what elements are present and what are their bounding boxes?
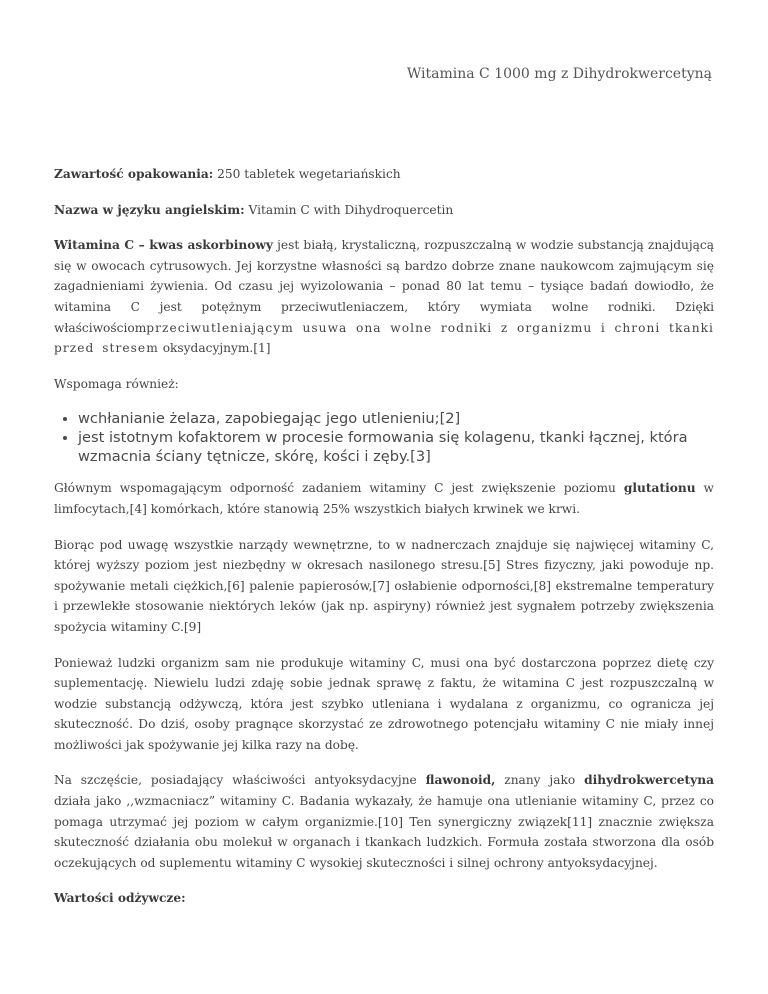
flavonoid-paragraph [54, 770, 714, 873]
glutathione-before: Głównym wspomagającym odporność zadaniem witaminy C jest zwiększenie poziomu [54, 481, 624, 496]
english-name [54, 200, 714, 221]
supports-label: Wspomaga również: [54, 376, 179, 391]
adrenal-paragraph: Biorąc pod uwagę wszystkie narządy wewnętrzne, to w nadnerczach znajduje się najwięcej witaminy C, której wyższy poziom jest niezbędny w okresach nasilonego stresu.[5] Stres fizyczny, jaki powoduje np. spożywanie metali ciężkich,[6] palenie papierosów,[7] osłabienie odporności,[8] ekstremalne temperatury i przewlekłe stosowanie niektórych leków (jak np. aspiryny) również jest sygnałem potrzeby zwiększenia spożycia witaminy C.[9] [54, 537, 714, 634]
package-value: 250 tabletek wegetariańskich [213, 167, 401, 181]
document-body [54, 164, 714, 924]
flavonoid-before: Na szczęście, posiadający właściwości antyoksydacyjne [54, 773, 426, 788]
nutrition-label: Wartości odżywcze: [54, 891, 186, 906]
production-paragraph: Ponieważ ludzki organizm sam nie produkuje witaminy C, musi ona być dostarczona poprzez dietę czy suplementację. Niewielu ludzi zdaję sobie jednak sprawę z faktu, że witamina C jest rozpuszczalną w wodzie substancją odżywczą, która jest szybko utleniana i wydalana z organizmu, co ogranicza jej skuteczność. Do dziś, osoby pragnące skorzystać ze zdrowotnego potencjału witaminy C nie miały innej możliwości jak spożywanie jej kilka razy na dobę. [54, 655, 714, 752]
english-name-label: Nazwa w języku angielskim: [54, 202, 245, 217]
intro-paragraph [54, 235, 714, 359]
intro-text: jest białą, krystaliczną, rozpuszczalną w wodzie substancją znajdującą się w owocach cytrusowych. Jej korzystne własności są bardzo dobrze znane naukowcom zajmującym się zagadnieniami żywienia. Od czasu jej wyizolowania – ponad 80 lat temu – tysiące badań dowiodło, że witamina C jest potężnym przeciwutleniaczem, który wymiata wolne rodniki. Dzięki właściwościom [54, 238, 715, 335]
intro-wide-text: przeciwutleniającym usuwa ona wolne rodniki z organizmu i chroni tkanki przed stresem [54, 320, 714, 356]
supports-list [54, 409, 714, 466]
package-label: Zawartość opakowania: [54, 167, 214, 181]
flavonoid-bold: flawonoid, [425, 773, 496, 788]
flavonoid-middle: znany jako [495, 773, 585, 788]
package-contents [54, 164, 714, 185]
document-title: Witamina C 1000 mg z Dihydrokwercetyną [406, 66, 712, 82]
dihydroquercetin-bold: dihydrokwercetyna [584, 773, 714, 788]
glutathione-after: w limfocytach,[4] komórkach, które stanowią 25% wszystkich białych krwinek we krwi. [54, 481, 714, 516]
glutathione-bold: glutationu [623, 481, 696, 496]
intro-bold: Witamina C – kwas askorbinowy [54, 238, 273, 253]
english-name-value: Vitamin C with Dihydroquercetin [244, 202, 454, 217]
list-item: • jest istotnym kofaktorem w procesie formowania się kolagenu, tkanki łącznej, która wzmacnia ściany tętnicze, skórę, kości i zęby.[3] [78, 428, 714, 466]
nutrition-heading [54, 888, 714, 909]
glutathione-paragraph [54, 478, 714, 519]
intro-tail: oksydacyjnym.[1] [162, 341, 271, 356]
list-item: • wchłanianie żelaza, zapobiegając jego utlenieniu;[2] [78, 409, 714, 428]
flavonoid-after: działa jako ,,wzmacniacz” witaminy C. Badania wykazały, że hamuje ona utlenianie witaminy C, przez co pomaga utrzymać jej poziom w całym organizmie.[10] Ten synergiczny związek[11] znacznie zwiększa skuteczność działania obu molekuł w organach i tkankach ludzkich. Formuła została stworzona dla osób oczekujących od suplementu witaminy C wysokiej skuteczności i silnej ochrony antyoksydacyjnej. [54, 794, 714, 870]
